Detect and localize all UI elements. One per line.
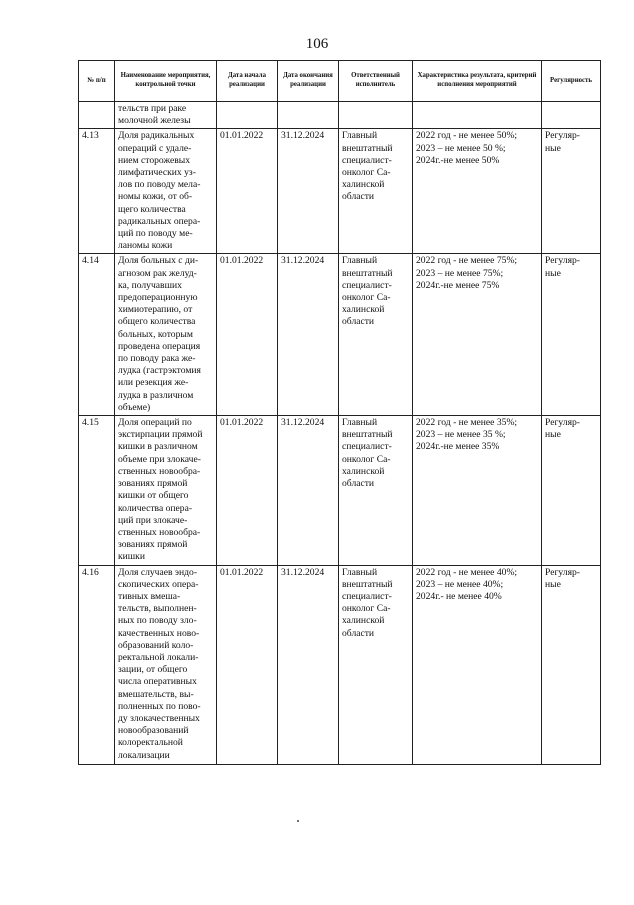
row-name: Доля больных с ди- агнозом рак желуд- ка, получавших предоперационную химиотерапию, от общего количества больных, которым проведена операция по поводу рака же- лудка (гастрэктомия или резекция же- лудка в различном объеме)	[115, 254, 217, 416]
row-result: 2022 год - не менее 40%; 2023 – не менее 40%; 2024г.- не менее 40%	[413, 565, 542, 764]
row-num: 4.13	[79, 129, 115, 254]
header-result: Характеристика результата, критерий исполнения мероприятий	[413, 61, 542, 102]
table-header-row	[79, 61, 601, 102]
row-num: 4.15	[79, 416, 115, 565]
row-responsible: Главный внештатный специалист- онколог Са- халинской области	[339, 565, 413, 764]
header-end: Дата окончания реализации	[278, 61, 339, 102]
table-row	[79, 565, 601, 764]
header-regularity: Регулярность	[542, 61, 601, 102]
row-responsible: Главный внештатный специалист- онколог Са- халинской области	[339, 129, 413, 254]
table-row	[79, 416, 601, 565]
header-responsible: Ответственный исполнитель	[339, 61, 413, 102]
row-num: 4.16	[79, 565, 115, 764]
row-name: Доля радикальных операций с удале- нием сторожевых лимфатических уз- лов по поводу мела- номы кожи, от об- щего количества радикальных опера- ций по поводу ме- ланомы кожи	[115, 129, 217, 254]
row-end: 31.12.2024	[278, 565, 339, 764]
table-row	[79, 254, 601, 416]
row-regularity: Регуляр- ные	[542, 129, 601, 254]
measures-table	[78, 60, 601, 765]
row-regularity: Регуляр- ные	[542, 416, 601, 565]
header-name: Наименование мероприятия, контрольной точки	[115, 61, 217, 102]
continuation-name: тельств при раке молочной железы	[115, 102, 217, 129]
row-name: Доля случаев эндо- скопических опера- тивных вмеша- тельств, выполнен- ных по поводу зло- качественных ново- образований коло- ректальной локали- зации, от общего числа оперативных вмешательств, вы- полненных по пово- ду злокачественных новообразований колоректальной локализации	[115, 565, 217, 764]
row-start: 01.01.2022	[217, 254, 278, 416]
table-row-continuation	[79, 102, 601, 129]
row-regularity: Регуляр- ные	[542, 254, 601, 416]
row-responsible: Главный внештатный специалист- онколог Са- халинской области	[339, 254, 413, 416]
row-name: Доля операций по экстирпации прямой кишки в различном объеме при злокаче- ственных новообра- зованиях прямой кишки от общего количества опера- ций при злокаче- ственных новообра- зованиях прямой кишки	[115, 416, 217, 565]
row-start: 01.01.2022	[217, 129, 278, 254]
row-start: 01.01.2022	[217, 416, 278, 565]
row-result: 2022 год - не менее 35%; 2023 – не менее 35 %; 2024г.-не менее 35%	[413, 416, 542, 565]
row-num: 4.14	[79, 254, 115, 416]
row-end: 31.12.2024	[278, 254, 339, 416]
header-start: Дата начала реализации	[217, 61, 278, 102]
header-num: № п/п	[79, 61, 115, 102]
table-row	[79, 129, 601, 254]
row-result: 2022 год - не менее 75%; 2023 – не менее 75%; 2024г.-не менее 75%	[413, 254, 542, 416]
row-regularity: Регуляр- ные	[542, 565, 601, 764]
page-number: 106	[305, 36, 329, 52]
row-start: 01.01.2022	[217, 565, 278, 764]
row-end: 31.12.2024	[278, 416, 339, 565]
row-result: 2022 год - не менее 50%; 2023 – не менее 50 %; 2024г.-не менее 50%	[413, 129, 542, 254]
scan-speck	[297, 820, 299, 822]
row-responsible: Главный внештатный специалист- онколог Са- халинской области	[339, 416, 413, 565]
row-end: 31.12.2024	[278, 129, 339, 254]
